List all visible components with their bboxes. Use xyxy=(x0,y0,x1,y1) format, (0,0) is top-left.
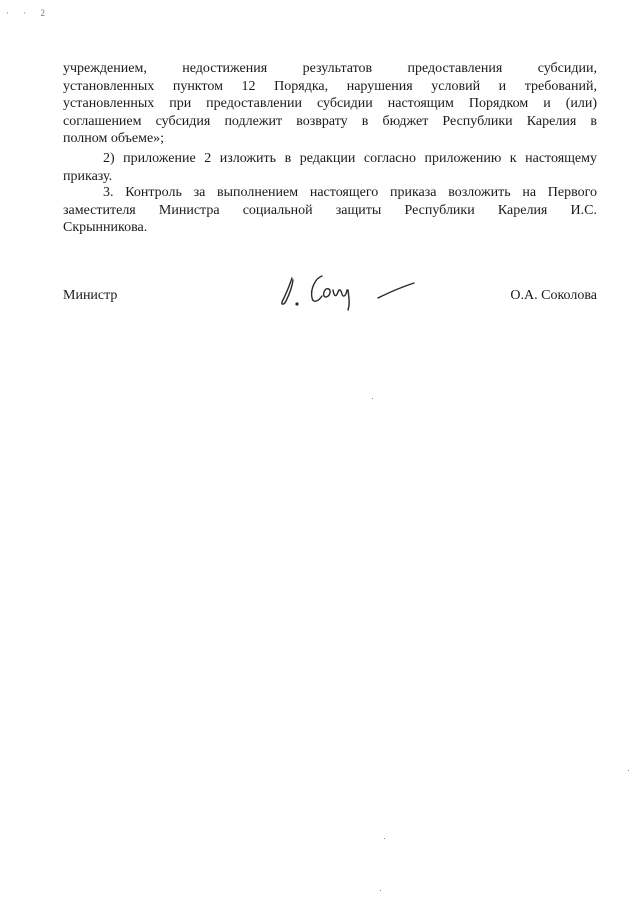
signatory-name: О.А. Соколова xyxy=(510,288,597,303)
text-line: Скрынникова. xyxy=(63,220,148,235)
text-line: 3. Контроль за выполнением настоящего приказа возложить на Первого xyxy=(103,185,597,200)
handwritten-signature xyxy=(278,268,418,312)
paragraph-item-2 xyxy=(63,150,597,185)
scan-speck xyxy=(384,838,385,839)
scan-speck xyxy=(380,890,381,891)
text-line: установленных при предоставлении субсидии настоящим Порядком и (или) xyxy=(63,96,597,111)
scan-speck xyxy=(628,770,629,771)
text-line: полном объеме»; xyxy=(63,131,165,146)
text-line: приказу. xyxy=(63,168,113,184)
corner-mark: · · 2 xyxy=(6,8,51,18)
signatory-title: Министр xyxy=(63,288,118,303)
scan-speck xyxy=(372,398,373,399)
text-line: установленных пунктом 12 Порядка, нарушения условий и требований, xyxy=(63,78,597,94)
text-line: заместителя Министра социальной защиты Республики Карелия И.С. xyxy=(63,202,597,218)
text-line: 2) приложение 2 изложить в редакции согласно приложению к настоящему xyxy=(103,151,597,166)
text-line: учреждением, недостижения результатов предоставления субсидии, xyxy=(63,61,597,76)
text-line: соглашением субсидия подлежит возврату в бюджет Республики Карелия в xyxy=(63,113,597,129)
paragraph-item-3 xyxy=(63,184,597,237)
paragraph-continuation xyxy=(63,60,597,148)
